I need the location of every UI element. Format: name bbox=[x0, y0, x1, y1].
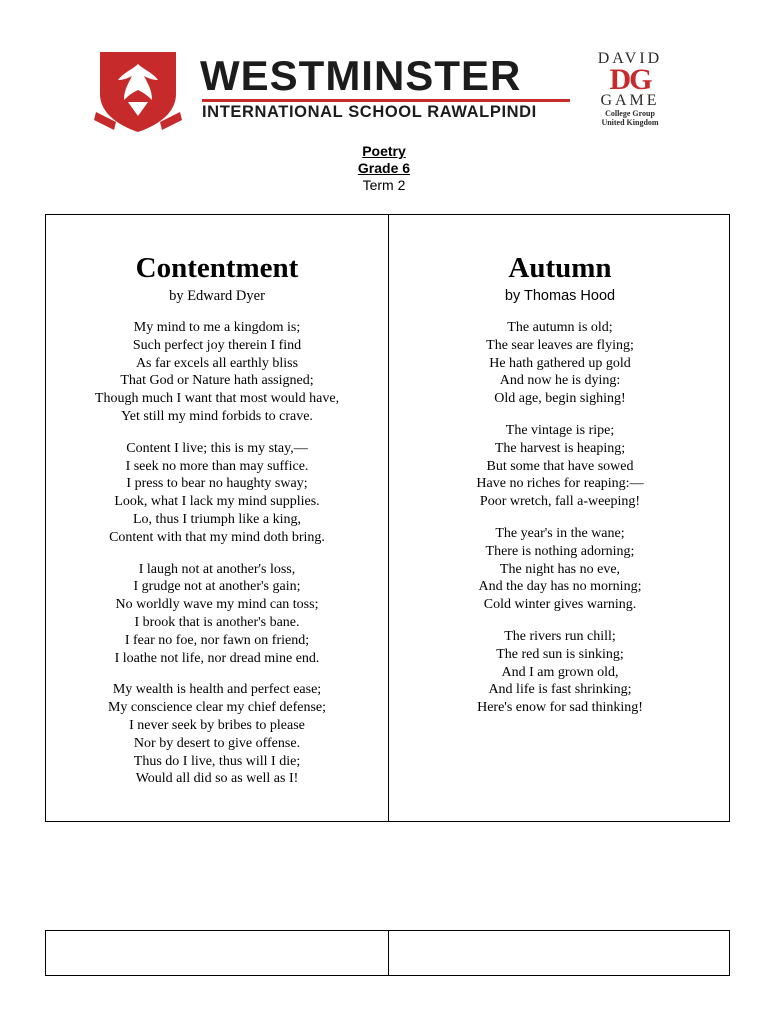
poem-author: by Thomas Hood bbox=[504, 288, 616, 304]
partner-mark: DG bbox=[609, 63, 651, 96]
stanza bbox=[46, 440, 388, 547]
poem-line: That God or Nature hath assigned; bbox=[120, 373, 314, 389]
poem-line: My wealth is health and perfect ease; bbox=[112, 682, 322, 698]
poem-line: The year's in the wane; bbox=[495, 525, 625, 541]
partner-line3: College Group bbox=[605, 109, 655, 118]
header-rule bbox=[202, 99, 570, 102]
poem-line: I loathe not life, nor dread mine end. bbox=[114, 650, 320, 666]
poem-author: by Edward Dyer bbox=[169, 288, 265, 304]
poem-autumn bbox=[389, 215, 731, 717]
poem-line: The harvest is heaping; bbox=[494, 440, 626, 456]
poem-line: Poor wretch, fall a-weeping! bbox=[479, 494, 641, 510]
poem-line: And now he is dying: bbox=[499, 373, 621, 389]
poem-line: The red sun is sinking; bbox=[496, 646, 624, 662]
poem-line: Have no riches for reaping:— bbox=[476, 476, 644, 492]
poem-line: No worldly wave my mind can toss; bbox=[115, 597, 319, 613]
table-divider bbox=[388, 931, 389, 975]
partner-line2: GAME bbox=[600, 92, 660, 109]
poem-line: I fear no foe, nor fawn on friend; bbox=[124, 632, 310, 648]
term-title: Term 2 bbox=[362, 177, 406, 193]
partner-line4: United Kingdom bbox=[601, 118, 659, 127]
poem-line: And life is fast shrinking; bbox=[488, 682, 632, 698]
partner-line1: DAVID bbox=[597, 50, 663, 67]
poem-line: I laugh not at another's loss, bbox=[138, 561, 296, 577]
poem-line: But some that have sowed bbox=[486, 458, 634, 474]
poem-line: My mind to me a kingdom is; bbox=[133, 320, 301, 335]
poem-line: Here's enow for sad thinking! bbox=[477, 700, 643, 716]
stanza bbox=[46, 561, 388, 668]
grade-title: Grade 6 bbox=[357, 160, 411, 176]
poem-line: Cold winter gives warning. bbox=[483, 597, 637, 613]
poem-line: Content with that my mind doth bring. bbox=[109, 529, 325, 545]
school-crest-icon bbox=[94, 50, 182, 134]
poem-line: Lo, thus I triumph like a king, bbox=[133, 511, 301, 527]
poem-title: Autumn bbox=[508, 252, 612, 284]
poem-line: As far excels all earthly bliss bbox=[135, 355, 299, 371]
stanza bbox=[389, 525, 731, 614]
poem-line: My conscience clear my chief defense; bbox=[107, 700, 327, 716]
poem-contentment bbox=[46, 215, 388, 788]
partner-logo bbox=[584, 50, 676, 130]
poem-line: There is nothing adorning; bbox=[485, 543, 635, 559]
poem-line: He hath gathered up gold bbox=[489, 355, 631, 371]
poem-line: The night has no eve, bbox=[499, 561, 621, 577]
poem-line: Would all did so as well as I! bbox=[135, 771, 299, 787]
poem-line: Old age, begin sighing! bbox=[494, 391, 626, 407]
school-subtitle: INTERNATIONAL SCHOOL RAWALPINDI bbox=[202, 103, 537, 121]
document-titles bbox=[0, 143, 768, 194]
subject-title: Poetry bbox=[362, 143, 406, 159]
poem-line: The rivers run chill; bbox=[504, 628, 616, 644]
poem-line: Such perfect joy therein I find bbox=[132, 337, 302, 353]
stanza bbox=[46, 319, 388, 426]
stanza bbox=[389, 628, 731, 717]
poem-line: Yet still my mind forbids to crave. bbox=[121, 408, 313, 424]
poem-line: I press to bear no haughty sway; bbox=[126, 476, 308, 492]
poem-line: I grudge not at another's gain; bbox=[133, 579, 301, 595]
poem-line: The vintage is ripe; bbox=[505, 422, 615, 438]
poem-line: I seek no more than may suffice. bbox=[125, 458, 309, 474]
poem-line: Look, what I lack my mind supplies. bbox=[114, 494, 320, 510]
stanza bbox=[46, 681, 388, 788]
stanza bbox=[389, 319, 731, 408]
school-name: WESTMINSTER bbox=[200, 52, 522, 99]
poem-table bbox=[45, 214, 730, 822]
poem-title: Contentment bbox=[135, 252, 299, 284]
empty-table bbox=[45, 930, 730, 976]
poem-line: Thus do I live, thus will I die; bbox=[133, 753, 301, 769]
poem-line: Though much I want that most would have, bbox=[94, 391, 340, 407]
poem-line: The autumn is old; bbox=[507, 320, 613, 335]
poem-line: The sear leaves are flying; bbox=[486, 337, 634, 353]
poem-line: I brook that is another's bane. bbox=[134, 614, 300, 630]
stanza bbox=[389, 422, 731, 511]
poem-line: And the day has no morning; bbox=[478, 579, 642, 595]
poem-line: I never seek by bribes to please bbox=[129, 717, 305, 733]
poem-line: And I am grown old, bbox=[501, 664, 619, 680]
poem-line: Content I live; this is my stay,— bbox=[126, 440, 308, 456]
poem-line: Nor by desert to give offense. bbox=[133, 735, 301, 751]
school-header bbox=[94, 50, 676, 134]
